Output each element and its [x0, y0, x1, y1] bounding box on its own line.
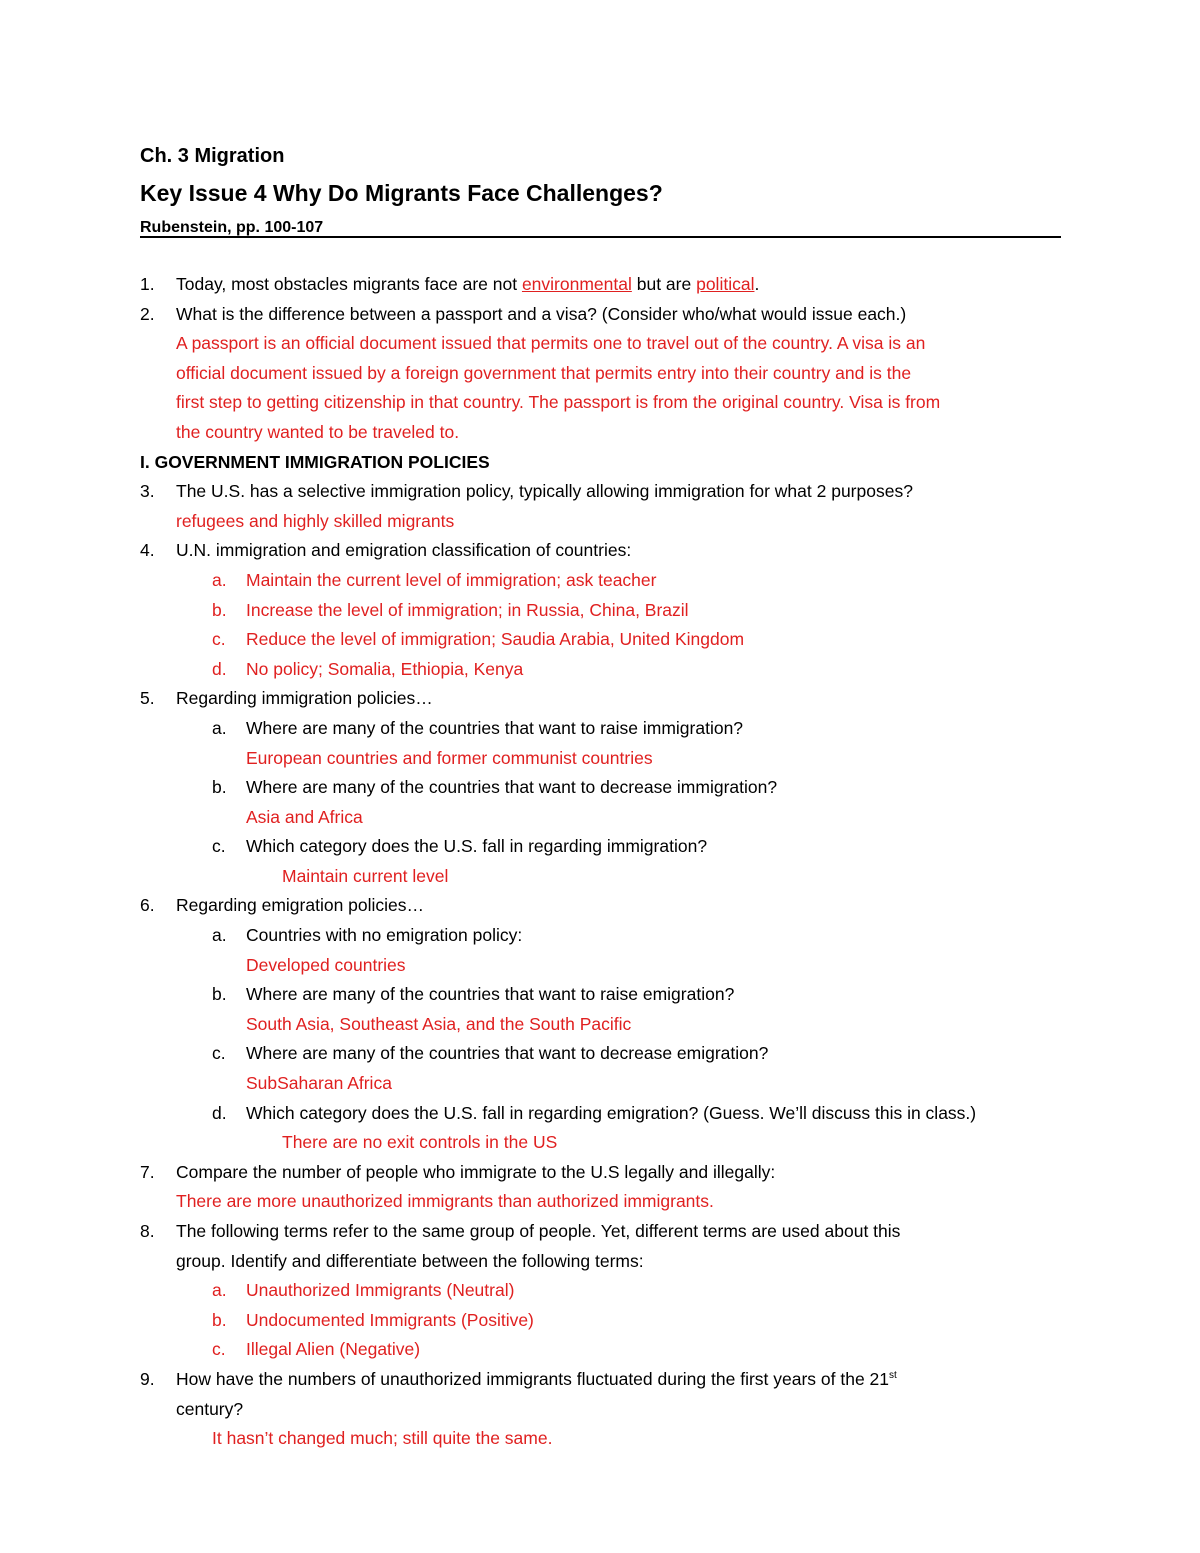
answer-text: Illegal Alien (Negative)	[246, 1339, 421, 1360]
header-divider	[140, 236, 1061, 238]
question-text: Today, most obstacles migrants face are not	[176, 274, 522, 294]
section-heading	[140, 448, 1070, 478]
answer-text: refugees and highly skilled migrants	[176, 510, 455, 531]
worksheet-body	[140, 270, 1070, 1454]
answer-text: Maintain current level	[282, 865, 449, 886]
list-item	[140, 1276, 1070, 1306]
question-8-continued	[140, 1247, 1070, 1277]
answer-line	[140, 329, 1070, 359]
item-letter: b.	[212, 777, 227, 798]
question-7-text: Compare the number of people who immigrate to the U.S legally and illegally:	[176, 1161, 776, 1182]
question-2	[140, 300, 1070, 330]
sub-question	[140, 714, 1070, 744]
sub-question	[140, 773, 1070, 803]
question-text: .	[754, 274, 760, 294]
item-letter: c.	[212, 836, 226, 857]
question-4-text: U.N. immigration and emigration classification of countries:	[176, 540, 632, 561]
question-1	[140, 270, 1070, 300]
answer-text: Developed countries	[246, 954, 406, 975]
sub-question	[140, 980, 1070, 1010]
list-item	[140, 625, 1070, 655]
ordinal-superscript: st	[889, 1370, 897, 1382]
answer-line	[140, 1424, 1070, 1454]
question-text: but are	[631, 274, 697, 294]
answer-text: Unauthorized Immigrants (Neutral)	[246, 1280, 515, 1301]
item-letter: b.	[212, 599, 227, 620]
question-9-continued	[140, 1395, 1070, 1425]
sub-question-text: Where are many of the countries that want to decrease immigration?	[246, 777, 778, 798]
answer-line	[140, 1069, 1070, 1099]
question-5	[140, 684, 1070, 714]
item-letter: a.	[212, 717, 227, 738]
answer-line	[140, 1010, 1070, 1040]
question-8-text: The following terms refer to the same group of people. Yet, different terms are used about this	[176, 1221, 901, 1241]
sub-question-text: Which category does the U.S. fall in regarding immigration?	[246, 836, 708, 857]
answer-text: first step to getting citizenship in that country. The passport is from the original country. Visa is from	[176, 392, 941, 413]
question-3	[140, 477, 1070, 507]
question-number: 8.	[140, 1221, 155, 1241]
item-letter: a.	[212, 925, 227, 946]
answer-text: the country wanted to be traveled to.	[176, 421, 460, 442]
question-6	[140, 891, 1070, 921]
item-letter: c.	[212, 1339, 226, 1360]
answer-line	[140, 1128, 1070, 1158]
sub-question	[140, 921, 1070, 951]
page-title: Key Issue 4 Why Do Migrants Face Challenges?	[140, 180, 663, 206]
sub-question	[140, 1099, 1070, 1129]
question-5-text: Regarding immigration policies…	[176, 688, 433, 709]
sub-question	[140, 832, 1070, 862]
item-letter: a.	[212, 1280, 227, 1301]
item-letter: d.	[212, 658, 227, 679]
answer-line	[140, 388, 1070, 418]
item-letter: a.	[212, 569, 227, 590]
answer-text: official document issued by a foreign government that permits entry into their country and is the	[176, 362, 912, 383]
answer-text: A passport is an official document issued that permits one to travel out of the country. A visa is an	[176, 333, 926, 354]
answer-text: European countries and former communist countries	[246, 747, 653, 768]
question-number: 3.	[140, 481, 155, 502]
list-item	[140, 1335, 1070, 1365]
question-number: 6.	[140, 895, 155, 916]
answer-text: South Asia, Southeast Asia, and the South Pacific	[246, 1013, 632, 1034]
item-letter: d.	[212, 1102, 227, 1123]
question-7	[140, 1158, 1070, 1188]
question-number: 7.	[140, 1161, 155, 1182]
answer-text: No policy; Somalia, Ethiopia, Kenya	[246, 658, 524, 679]
list-item	[140, 566, 1070, 596]
sub-question-text: Countries with no emigration policy:	[246, 925, 523, 946]
question-4	[140, 536, 1070, 566]
list-item	[140, 655, 1070, 685]
question-3-text: The U.S. has a selective immigration policy, typically allowing immigration for what 2 purposes?	[176, 481, 913, 502]
answer-line	[140, 359, 1070, 389]
answer-text: It hasn’t changed much; still quite the same.	[212, 1428, 553, 1449]
question-number: 2.	[140, 303, 155, 324]
question-number: 1.	[140, 274, 155, 294]
sub-question-text: Where are many of the countries that want to raise immigration?	[246, 717, 744, 738]
question-9	[140, 1365, 1070, 1395]
question-text: group. Identify and differentiate between the following terms:	[176, 1250, 644, 1271]
answer-text: There are more unauthorized immigrants than authorized immigrants.	[176, 1191, 714, 1212]
page-reference: Rubenstein, pp. 100-107	[140, 219, 324, 236]
sub-question-text: Where are many of the countries that want to raise emigration?	[246, 984, 735, 1005]
question-8	[140, 1217, 1070, 1247]
question-text: century?	[176, 1398, 244, 1419]
answer-line	[140, 744, 1070, 774]
answer-political: political	[696, 274, 755, 294]
section-heading-text: I. GOVERNMENT IMMIGRATION POLICIES	[140, 451, 490, 472]
answer-line	[140, 507, 1070, 537]
item-letter: b.	[212, 1309, 227, 1330]
answer-text: There are no exit controls in the US	[282, 1132, 558, 1153]
answer-text: Reduce the level of immigration; Saudia Arabia, United Kingdom	[246, 629, 745, 650]
chapter-heading: Ch. 3 Migration	[140, 145, 285, 167]
answer-line	[140, 951, 1070, 981]
sub-question	[140, 1039, 1070, 1069]
question-6-text: Regarding emigration policies…	[176, 895, 425, 916]
answer-line	[140, 418, 1070, 448]
question-number: 5.	[140, 688, 155, 709]
answer-environmental: environmental	[521, 274, 632, 294]
answer-text: Asia and Africa	[246, 806, 363, 827]
list-item	[140, 1306, 1070, 1336]
answer-text: Maintain the current level of immigration; ask teacher	[246, 569, 657, 590]
list-item	[140, 596, 1070, 626]
question-9-text	[176, 1365, 897, 1395]
question-2-text: What is the difference between a passport and a visa? (Consider who/what would issue each.)	[176, 303, 907, 324]
answer-line	[140, 862, 1070, 892]
answer-text: Increase the level of immigration; in Russia, China, Brazil	[246, 599, 689, 620]
question-number: 4.	[140, 540, 155, 561]
item-letter: c.	[212, 629, 226, 650]
item-letter: b.	[212, 984, 227, 1005]
answer-text: Undocumented Immigrants (Positive)	[246, 1309, 534, 1330]
answer-line	[140, 1187, 1070, 1217]
item-letter: c.	[212, 1043, 226, 1064]
question-1-text	[176, 270, 759, 300]
answer-line	[140, 803, 1070, 833]
sub-question-text: Which category does the U.S. fall in regarding emigration? (Guess. We’ll discuss this in class.)	[246, 1102, 977, 1123]
question-text: How have the numbers of unauthorized immigrants fluctuated during the first years of the 21	[176, 1368, 890, 1389]
answer-text: SubSaharan Africa	[246, 1073, 392, 1094]
question-number: 9.	[140, 1368, 155, 1389]
sub-question-text: Where are many of the countries that want to decrease emigration?	[246, 1043, 769, 1064]
